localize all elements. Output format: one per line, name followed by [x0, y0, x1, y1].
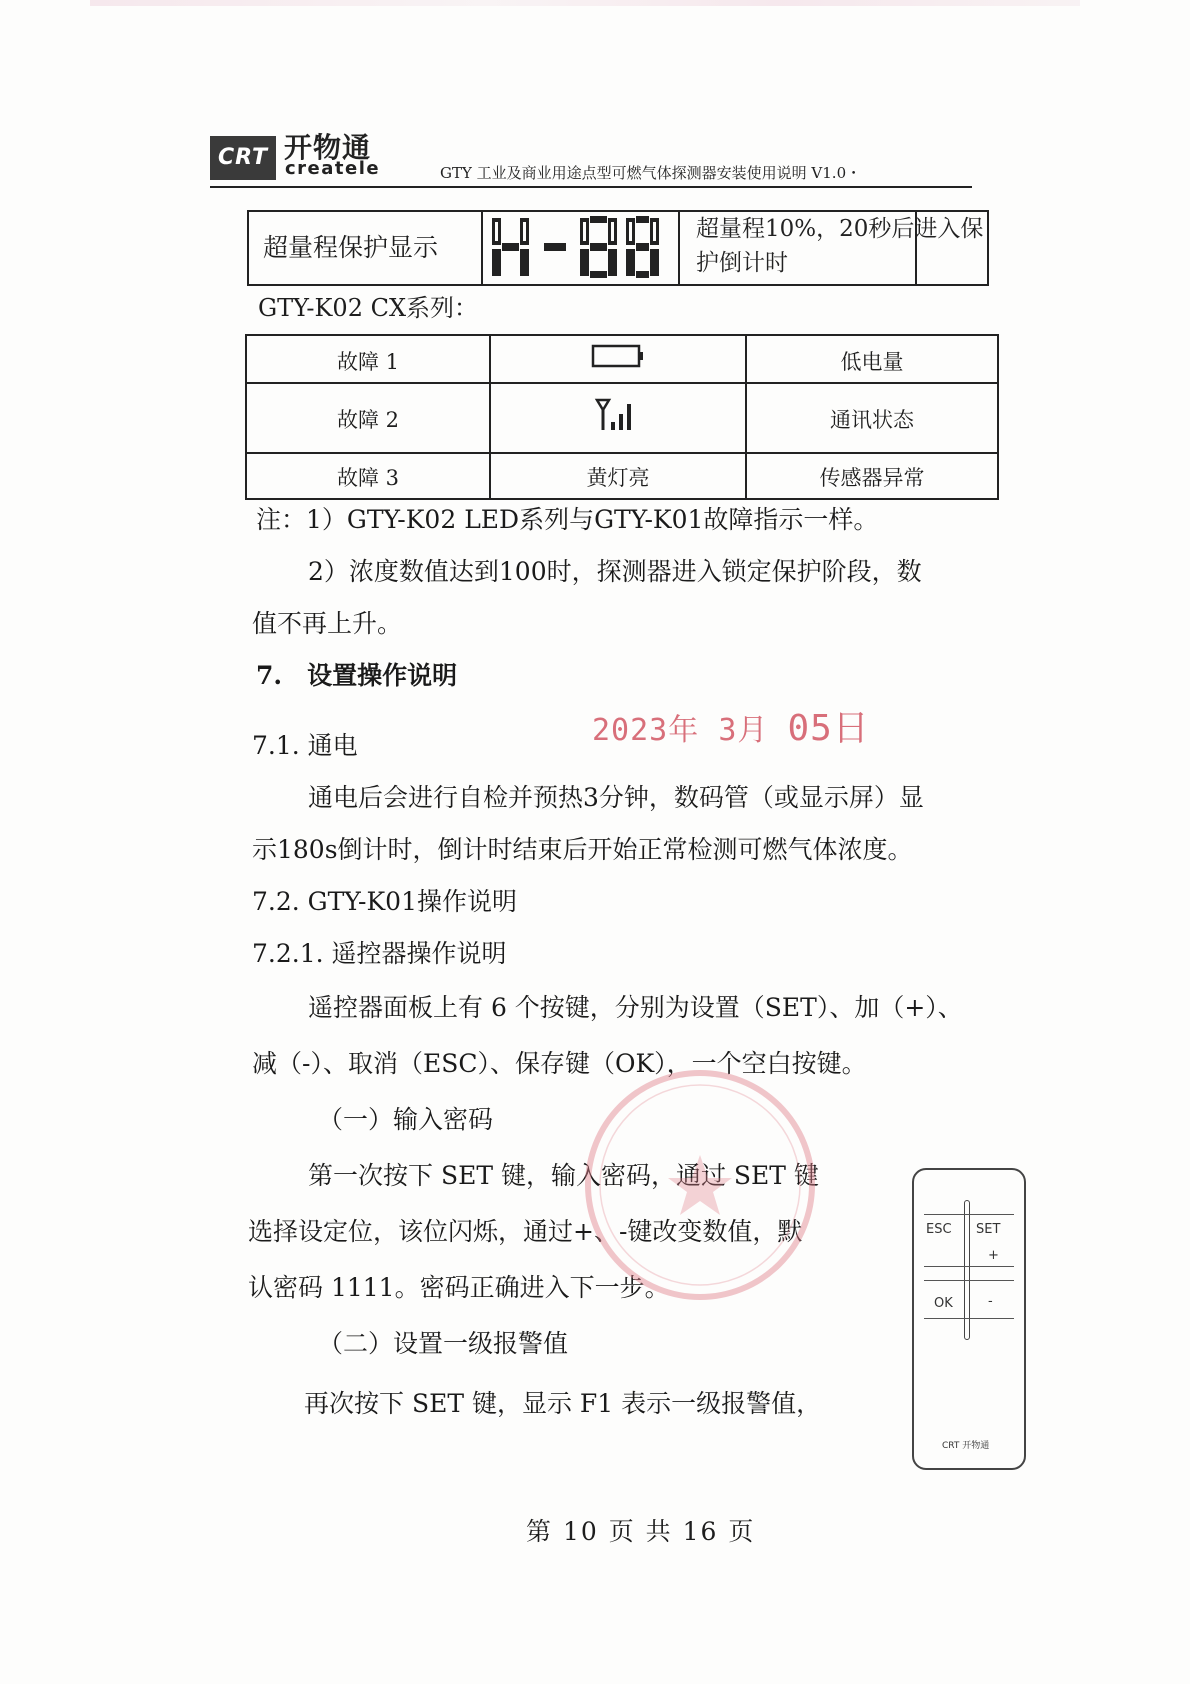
section-7-2-1-para-line-1: 遥控器面板上有 6 个按键，分别为设置（SET）、加（+）、	[308, 993, 963, 1022]
date-stamp-year: 2023年	[592, 713, 700, 748]
fault-3-meaning: 传感器异常	[819, 466, 925, 490]
password-para-line-3: 认密码 1111。密码正确进入下一步。	[248, 1273, 670, 1302]
date-stamp-day: 05日	[787, 708, 870, 749]
table-divider	[247, 382, 997, 384]
brand-english-name: createle	[285, 158, 381, 179]
date-stamp-month: 3月	[718, 713, 769, 748]
fault-table	[245, 334, 999, 500]
battery-icon	[491, 342, 745, 375]
brand-chinese-name: 开物通	[284, 131, 372, 164]
remote-divider	[924, 1280, 1014, 1281]
company-seal	[575, 1060, 825, 1310]
note-2-line-1: 2）浓度数值达到100时，探测器进入锁定保护阶段，数	[308, 557, 922, 586]
scan-edge	[90, 0, 1080, 6]
fault-2-meaning: 通讯状态	[830, 408, 914, 432]
crt-logo: CRT	[210, 136, 276, 180]
remote-divider	[924, 1266, 1014, 1267]
note-1: 注：1）GTY-K02 LED系列与GTY-K01故障指示一样。	[256, 505, 879, 534]
section-7-1-para-line-1: 通电后会进行自检并预热3分钟，数码管（或显示屏）显	[308, 783, 924, 812]
section-7-1-title: 7.1. 通电	[252, 731, 358, 760]
remote-esc-key: ESC	[926, 1222, 952, 1237]
series-label: GTY-K02 CX系列：	[258, 294, 479, 322]
section-7-heading: 7. 设置操作说明	[256, 661, 458, 690]
note-2-line-2: 值不再上升。	[252, 609, 403, 638]
page-number: 第 10 页 共 16 页	[526, 1517, 756, 1546]
remote-ok-key: OK	[934, 1296, 953, 1311]
password-para-line-2: 选择设定位，该位闪烁，通过+、-键改变数值，默	[248, 1217, 803, 1246]
remote-brand: CRT 开物通	[942, 1441, 990, 1451]
document-title: GTY 工业及商业用途点型可燃气体探测器安装使用说明 V1.0・	[440, 164, 862, 182]
section-7-2-1-para-line-2: 减（-）、取消（ESC）、保存键（OK），一个空白按键。	[252, 1049, 867, 1078]
fault-1-label: 故障 1	[336, 350, 400, 374]
remote-control-illustration	[912, 1168, 1026, 1470]
remote-set-key: SET	[976, 1222, 1001, 1237]
subsection-alarm-level-1: （二）设置一级报警值	[318, 1329, 569, 1358]
alarm-para-line-1: 再次按下 SET 键，显示 F1 表示一级报警值，	[304, 1389, 822, 1418]
section-7-1-para-line-2: 示180s倒计时，倒计时结束后开始正常检测可燃气体浓度。	[252, 835, 913, 864]
password-para-line-1: 第一次按下 SET 键，输入密码，通过 SET 键	[308, 1161, 819, 1190]
fault-1-meaning: 低电量	[840, 350, 904, 374]
fault-2-label: 故障 2	[336, 408, 400, 432]
subsection-input-password: （一）输入密码	[318, 1105, 494, 1134]
signal-icon	[491, 396, 745, 437]
date-stamp	[592, 700, 870, 751]
overrange-note: 超量程10%，20秒后进入保护倒计时	[696, 216, 984, 276]
seven-segment-display	[490, 216, 660, 278]
section-7-2-1-title: 7.2.1. 遥控器操作说明	[252, 939, 507, 968]
fault-3-indicator: 黄灯亮	[586, 466, 650, 490]
table-divider	[247, 452, 997, 454]
header-rule	[210, 186, 972, 188]
fault-3-label: 故障 3	[336, 466, 400, 490]
section-7-2-title: 7.2. GTY-K01操作说明	[252, 887, 517, 916]
remote-divider	[924, 1318, 1014, 1319]
remote-minus-key: -	[988, 1294, 993, 1309]
remote-center-bar	[964, 1200, 970, 1340]
remote-plus-key: +	[988, 1248, 999, 1263]
overrange-label: 超量程保护显示	[249, 212, 483, 284]
remote-divider	[924, 1214, 1014, 1215]
